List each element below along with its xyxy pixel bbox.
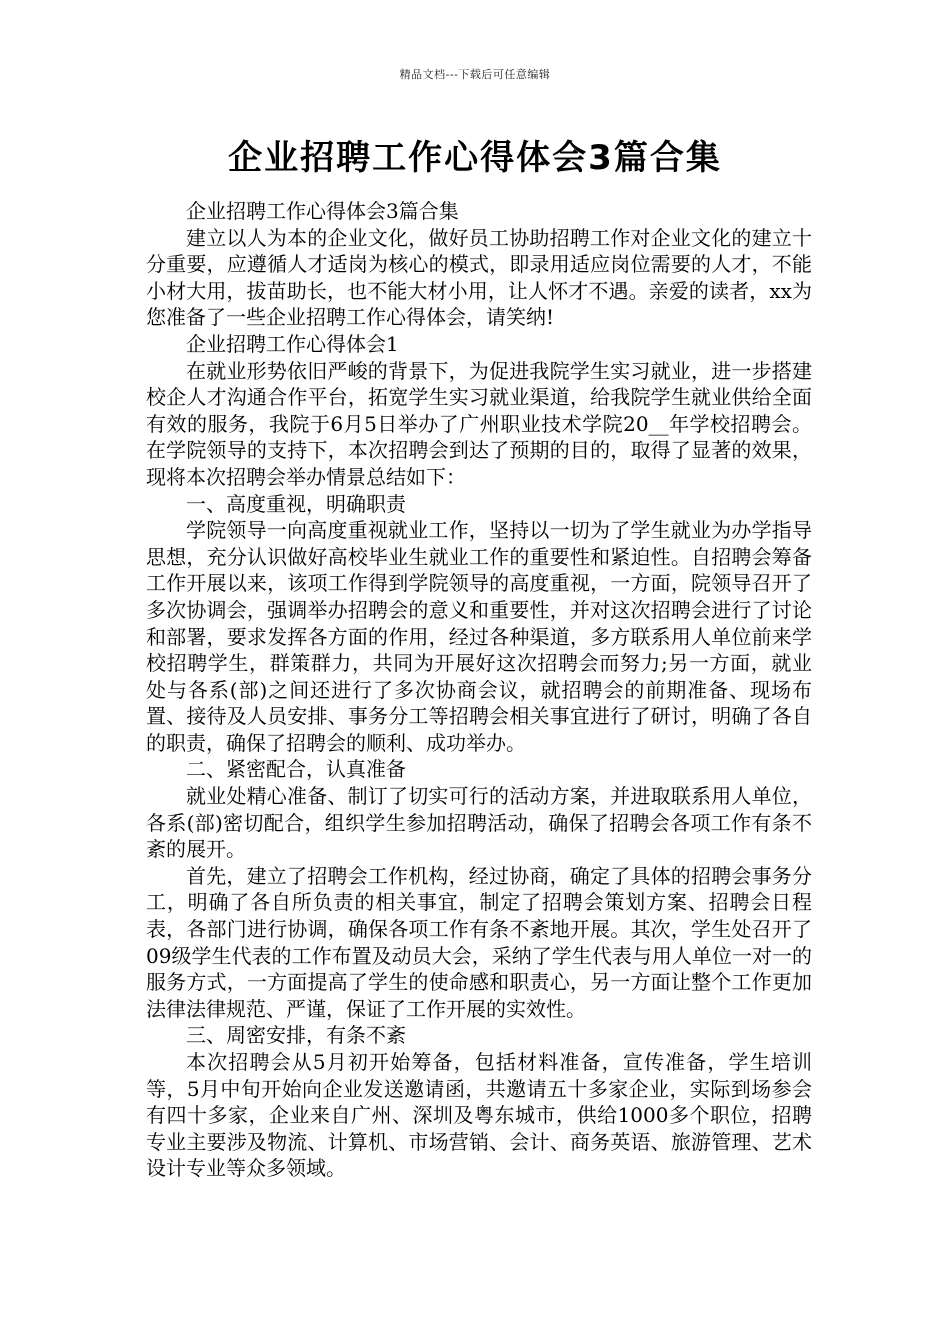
paragraph-intro: 建立以人为本的企业文化，做好员工协助招聘工作对企业文化的建立十分重要，应遵循人才适岗为核心的模式，即录用适应岗位需要的人才，不能小材大用，拔苗助长，也不能大材小用，让人怀才不遇。亲爱的读者，xx为您准备了一些企业招聘工作心得体会，请笑纳! (146, 225, 812, 330)
paragraph-subtitle: 企业招聘工作心得体会3篇合集 (186, 199, 459, 223)
document-title: 企业招聘工作心得体会3篇合集 (228, 138, 722, 178)
paragraph: 就业处精心准备、制订了切实可行的活动方案，并进取联系用人单位，各系(部)密切配合，组织学生参加招聘活动，确保了招聘会各项工作有条不紊的展开。 (146, 784, 812, 862)
paragraph: 本次招聘会从5月初开始筹备，包括材料准备，宣传准备，学生培训等，5月中旬开始向企业发送邀请函，共邀请五十多家企业，实际到场参会有四十多家，企业来自广州、深圳及粤东城市，供给1000多个职位，招聘专业主要涉及物流、计算机、市场营销、会计、商务英语、旅游管理、艺术设计专业等众多领域。 (146, 1050, 812, 1181)
section-heading-2: 二、紧密配合，认真准备 (186, 757, 406, 782)
paragraph: 首先，建立了招聘会工作机构，经过协商，确定了具体的招聘会事务分工，明确了各自所负责的相关事宜，制定了招聘会策划方案、招聘会日程表，各部门进行协调，确保各项工作有条不紊地开展。其次，学生处召开了09级学生代表的工作布置及动员大会，采纳了学生代表与用人单位一对一的服务方式，一方面提高了学生的使命感和职责心，另一方面让整个工作更加法律法律规范、严谨，保证了工作开展的实效性。 (146, 863, 812, 1021)
header-note: 精品文档---下载后可任意编辑 (399, 68, 551, 81)
section-heading-1: 一、高度重视，明确职责 (186, 491, 406, 516)
document-body (146, 198, 812, 1182)
section-heading-3: 三、周密安排，有条不紊 (186, 1023, 406, 1048)
section-heading-essay-1: 企业招聘工作心得体会1 (186, 331, 399, 356)
paragraph: 在就业形势依旧严峻的背景下，为促进我院学生实习就业，进一步搭建校企人才沟通合作平台，拓宽学生实习就业渠道，给我院学生就业供给全面有效的服务，我院于6月5日举办了广州职业技术学院20__年学校招聘会。在学院领导的支持下，本次招聘会到达了预期的目的，取得了显著的效果，现将本次招聘会举办情景总结如下： (146, 358, 812, 489)
paragraph: 学院领导一向高度重视就业工作，坚持以一切为了学生就业为办学指导思想，充分认识做好高校毕业生就业工作的重要性和紧迫性。自招聘会筹备工作开展以来，该项工作得到学院领导的高度重视，一方面，院领导召开了多次协调会，强调举办招聘会的意义和重要性，并对这次招聘会进行了讨论和部署，要求发挥各方面的作用，经过各种渠道，多方联系用人单位前来学校招聘学生，群策群力，共同为开展好这次招聘会而努力;另一方面，就业处与各系(部)之间还进行了多次协商会议，就招聘会的前期准备、现场布置、接待及人员安排、事务分工等招聘会相关事宜进行了研讨，明确了各自的职责，确保了招聘会的顺利、成功举办。 (146, 518, 812, 755)
